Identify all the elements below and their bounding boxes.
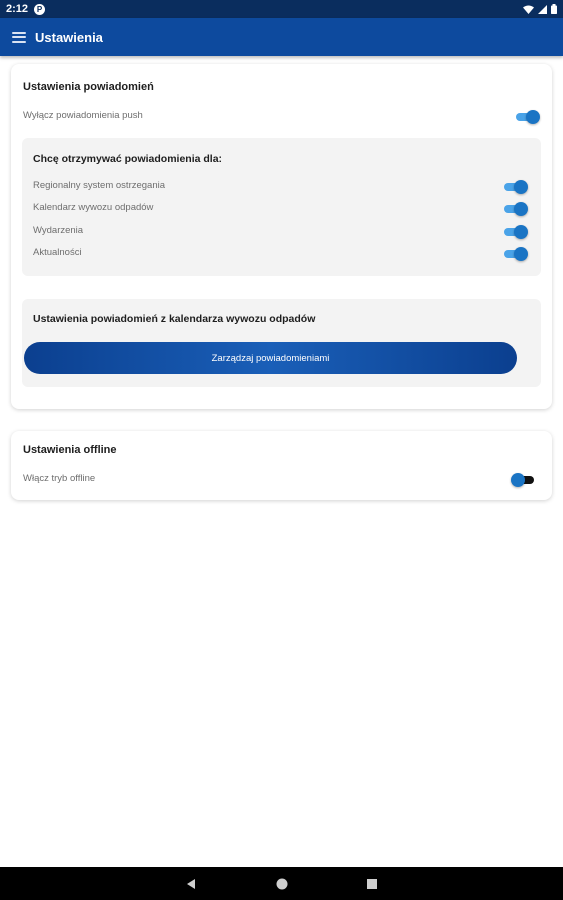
waste-calendar-label: Kalendarz wywozu odpadów xyxy=(33,202,154,213)
events-label: Wydarzenia xyxy=(33,225,84,236)
offline-mode-label: Włącz tryb offline xyxy=(23,473,96,484)
events-toggle[interactable] xyxy=(504,225,528,239)
status-icons xyxy=(523,4,557,14)
waste-calendar-toggle[interactable] xyxy=(504,202,528,216)
signal-icon xyxy=(538,5,547,14)
news-toggle[interactable] xyxy=(504,247,528,261)
system-nav-bar xyxy=(0,867,563,900)
app-notification-icon: P xyxy=(34,4,45,15)
offline-settings-card xyxy=(11,431,552,500)
back-icon[interactable] xyxy=(184,877,198,891)
battery-icon xyxy=(551,4,557,14)
notifications-card-title: Ustawienia powiadomień xyxy=(23,81,154,93)
regional-warning-toggle[interactable] xyxy=(504,180,528,194)
waste-calendar-panel-title: Ustawienia powiadomień z kalendarza wywozu odpadów xyxy=(33,313,316,325)
status-bar xyxy=(0,0,563,18)
manage-notifications-button[interactable]: Zarządzaj powiadomieniami xyxy=(24,342,517,374)
status-time: 2:12 xyxy=(6,3,29,15)
offline-card-title: Ustawienia offline xyxy=(23,444,117,456)
news-label: Aktualności xyxy=(33,247,82,258)
menu-icon[interactable] xyxy=(12,32,26,43)
regional-warning-label: Regionalny system ostrzegania xyxy=(33,180,166,191)
notification-types-panel xyxy=(22,138,541,276)
wifi-icon xyxy=(523,5,534,14)
notification-types-title: Chcę otrzymywać powiadomienia dla: xyxy=(33,153,223,165)
home-icon[interactable] xyxy=(275,877,289,891)
app-bar xyxy=(0,18,563,56)
push-notifications-label: Wyłącz powiadomienia push xyxy=(23,110,143,121)
offline-mode-toggle[interactable] xyxy=(512,473,536,487)
page-title: Ustawienia xyxy=(35,29,103,45)
recents-icon[interactable] xyxy=(365,877,379,891)
push-notifications-toggle[interactable] xyxy=(516,110,540,124)
